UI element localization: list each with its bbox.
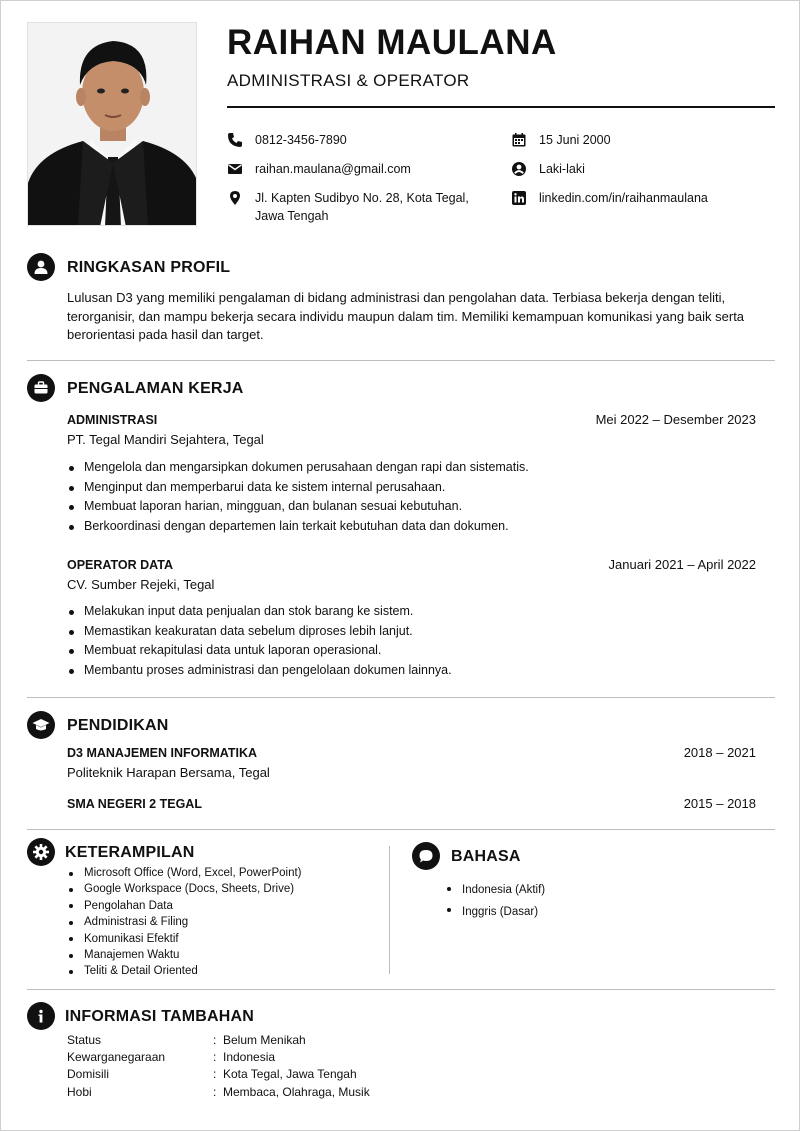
job-title: ADMINISTRASI xyxy=(67,413,158,427)
info-key: Domisili xyxy=(67,1067,109,1081)
info-value: Belum Menikah xyxy=(223,1033,306,1047)
list-item: Komunikasi Efektif xyxy=(67,931,302,947)
info-key: Status xyxy=(67,1033,102,1047)
gear-icon xyxy=(27,838,55,866)
section-divider xyxy=(27,989,775,990)
info-key: Kewarganegaraan xyxy=(67,1050,166,1064)
list-item: Pengolahan Data xyxy=(67,898,302,914)
user-icon xyxy=(511,161,527,177)
info-row: Hobi : Membaca, Olahraga, Musik xyxy=(67,1085,370,1099)
profile-photo-illustration xyxy=(28,23,197,226)
address-line-2: Jawa Tengah xyxy=(255,209,329,223)
section-divider xyxy=(27,360,775,361)
info-value: Kota Tegal, Jawa Tengah xyxy=(223,1067,357,1081)
contact-birthdate xyxy=(511,131,611,149)
calendar-icon xyxy=(511,132,527,148)
info-value: Membaca, Olahraga, Musik xyxy=(223,1085,370,1099)
list-item: Inggris (Dasar) xyxy=(445,902,545,924)
job-date: Januari 2021 – April 2022 xyxy=(608,557,756,572)
graduation-cap-icon xyxy=(27,711,55,739)
list-item: Manajemen Waktu xyxy=(67,947,302,963)
job-responsibilities xyxy=(67,458,529,536)
section-title-education: PENDIDIKAN xyxy=(67,717,169,734)
contact-email xyxy=(227,160,411,178)
phone-number[interactable]: 0812-3456-7890 xyxy=(255,133,347,147)
section-title-skills: KETERAMPILAN xyxy=(65,844,195,861)
job-company: PT. Tegal Mandiri Sejahtera, Tegal xyxy=(67,432,264,447)
info-row: Domisili : Kota Tegal, Jawa Tengah xyxy=(67,1067,357,1081)
skills-list xyxy=(67,865,302,980)
summary-text: Lulusan D3 yang memiliki pengalaman di bidang administrasi dan pengolahan data. Terbiasa bekerja dengan teliti, terorganisir, dan mampu bekerja secara individu maupun dalam tim. Memiliki kemampuan komunikasi yang baik serta berorientasi pada hasil dan target. xyxy=(67,290,745,342)
job-responsibilities xyxy=(67,602,452,680)
contact-gender xyxy=(511,160,585,178)
info-key: Hobi xyxy=(67,1085,92,1099)
list-item: Membuat rekapitulasi data untuk laporan operasional. xyxy=(67,641,452,661)
gender: Laki-laki xyxy=(539,162,585,176)
list-item: Teliti & Detail Oriented xyxy=(67,963,302,979)
chat-bubble-icon xyxy=(412,842,440,870)
info-row: Kewarganegaraan : Indonesia xyxy=(67,1050,276,1064)
contact-phone xyxy=(227,131,347,149)
list-item: Membuat laporan harian, mingguan, dan bulanan sesuai kebutuhan. xyxy=(67,497,529,517)
info-value: Indonesia xyxy=(223,1050,276,1064)
section-title-additional: INFORMASI TAMBAHAN xyxy=(65,1008,255,1025)
list-item: Membantu proses administrasi dan pengelolaan dokumen lainnya. xyxy=(67,661,452,681)
list-item: Menginput dan memperbarui data ke sistem internal perusahaan. xyxy=(67,478,529,498)
person-icon xyxy=(27,253,55,281)
section-divider xyxy=(27,829,775,830)
education-degree: D3 MANAJEMEN INFORMATIKA xyxy=(67,746,258,760)
phone-icon xyxy=(227,132,243,148)
section-title-experience: PENGALAMAN KERJA xyxy=(67,380,244,397)
linkedin-icon xyxy=(511,190,527,206)
section-title-summary: RINGKASAN PROFIL xyxy=(67,259,231,276)
list-item: Melakukan input data penjualan dan stok barang ke sistem. xyxy=(67,602,452,622)
header-divider xyxy=(227,106,775,108)
linkedin-url[interactable]: linkedin.com/in/raihanmaulana xyxy=(539,191,708,205)
profile-photo xyxy=(27,22,197,226)
email-address[interactable]: raihan.maulana@gmail.com xyxy=(255,162,411,176)
list-item: Berkoordinasi dengan departemen lain terkait kebutuhan data dan dokumen. xyxy=(67,517,529,537)
section-title-languages: BAHASA xyxy=(451,848,521,865)
list-item: Indonesia (Aktif) xyxy=(445,880,545,902)
contact-address xyxy=(227,189,485,225)
list-item: Mengelola dan mengarsipkan dokumen perusahaan dengan rapi dan sistematis. xyxy=(67,458,529,478)
list-item: Google Workspace (Docs, Sheets, Drive) xyxy=(67,881,302,897)
full-name: RAIHAN MAULANA xyxy=(227,23,557,62)
info-row: Status : Belum Menikah xyxy=(67,1033,306,1047)
education-years: 2015 – 2018 xyxy=(683,796,756,811)
education-school: Politeknik Harapan Bersama, Tegal xyxy=(67,765,270,780)
contact-linkedin xyxy=(511,189,708,207)
job-company: CV. Sumber Rejeki, Tegal xyxy=(67,577,215,592)
education-degree: SMA NEGERI 2 TEGAL xyxy=(67,797,202,811)
education-years: 2018 – 2021 xyxy=(683,745,756,760)
job-date: Mei 2022 – Desember 2023 xyxy=(595,412,756,427)
column-divider xyxy=(389,846,390,974)
languages-list xyxy=(445,880,545,923)
list-item: Memastikan keakuratan data sebelum diproses lebih lanjut. xyxy=(67,622,452,642)
list-item: Administrasi & Filing xyxy=(67,914,302,930)
email-icon xyxy=(227,161,243,177)
section-divider xyxy=(27,697,775,698)
list-item: Microsoft Office (Word, Excel, PowerPoint) xyxy=(67,865,302,881)
address-line-1: Jl. Kapten Sudibyo No. 28, Kota Tegal, xyxy=(255,191,469,205)
location-icon xyxy=(227,190,243,206)
job-title: OPERATOR DATA xyxy=(67,558,174,572)
info-icon xyxy=(27,1002,55,1030)
job-role: ADMINISTRASI & OPERATOR xyxy=(227,71,470,90)
birth-date: 15 Juni 2000 xyxy=(539,133,611,147)
briefcase-icon xyxy=(27,374,55,402)
